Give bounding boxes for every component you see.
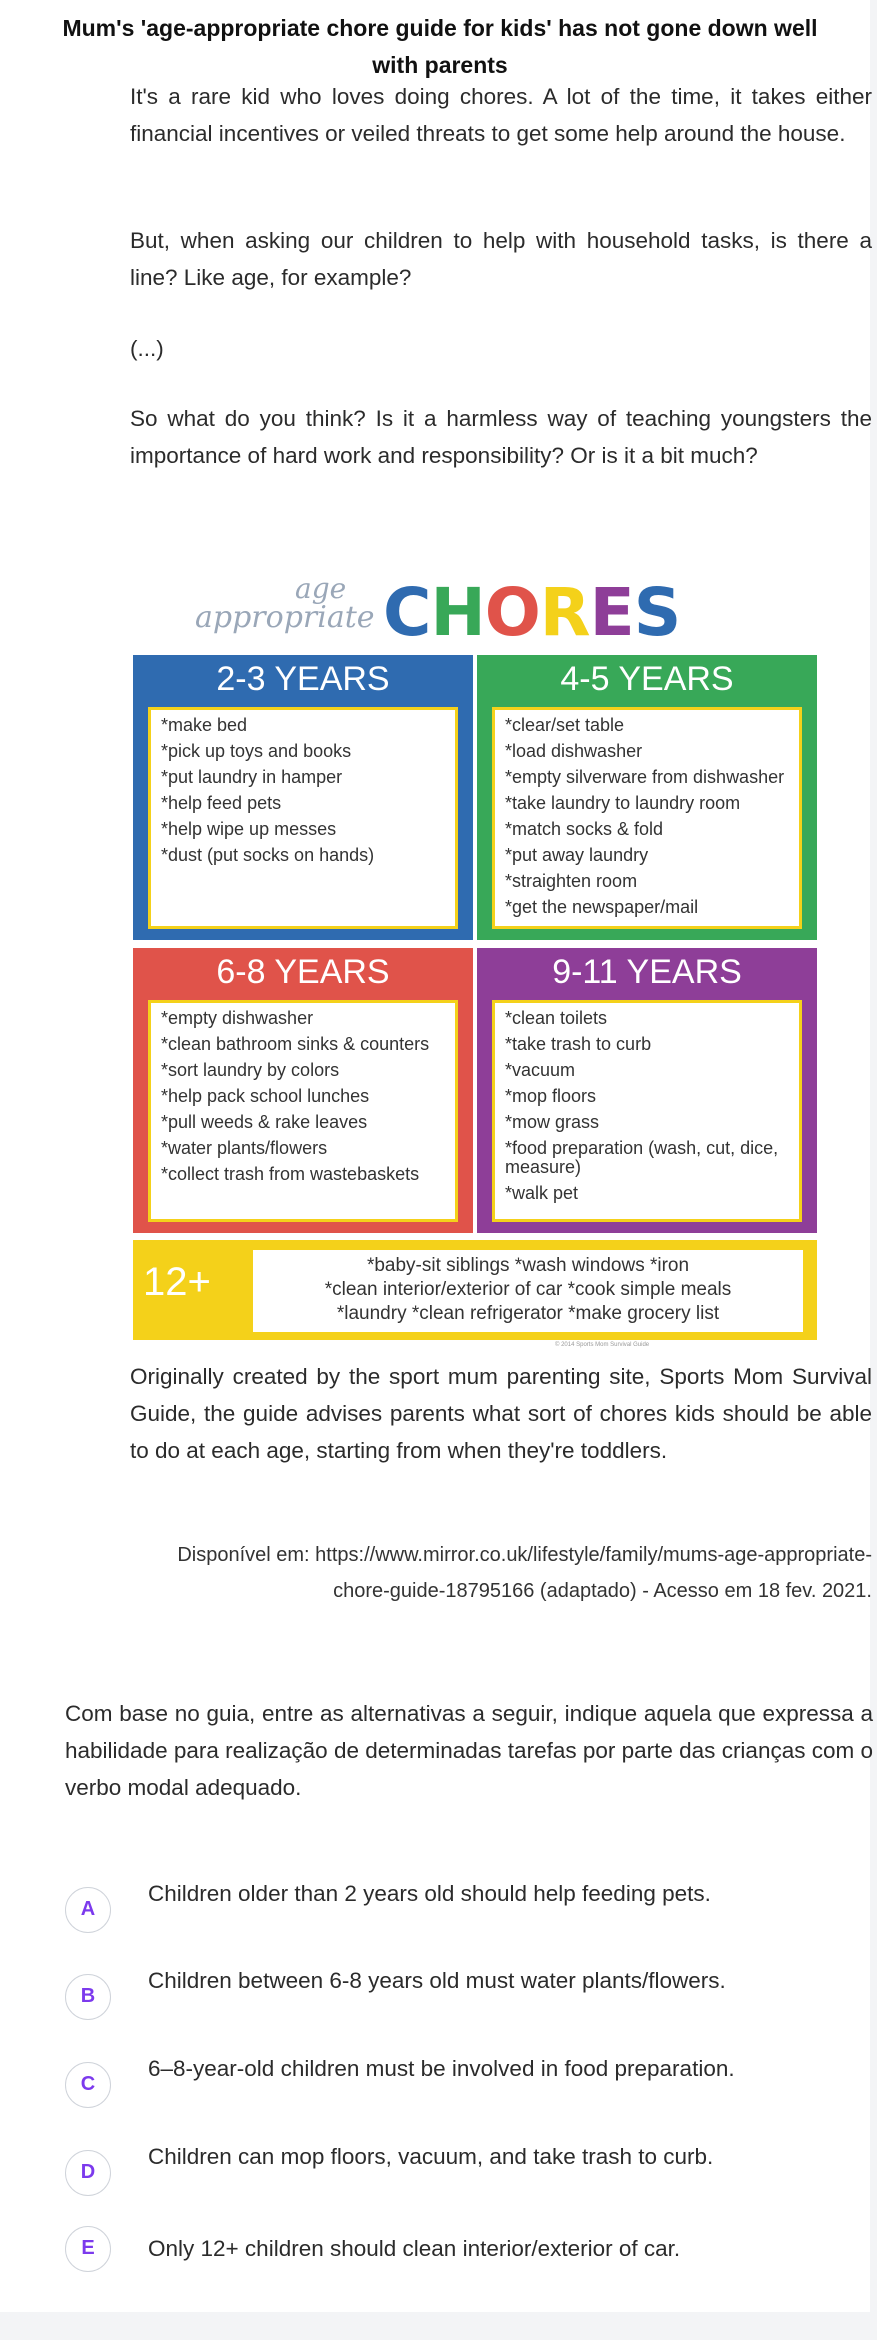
chore-item: *vacuum	[505, 1060, 576, 1080]
group-title: 4-5 YEARS	[560, 660, 734, 698]
age-group-4-5	[477, 655, 817, 940]
alternative-c[interactable]	[65, 2050, 805, 2124]
option-text[interactable]: Only 12+ children should clean interior/exterior of car.	[148, 2236, 681, 2261]
chore-item: *empty dishwasher	[161, 1008, 314, 1028]
chore-item: *take trash to curb	[505, 1034, 652, 1054]
header-age-text: age	[295, 572, 347, 605]
infographic-header	[125, 570, 820, 650]
chores-letter: C	[383, 574, 431, 651]
chores-letter: E	[589, 574, 634, 651]
chore-item: *load dishwasher	[505, 741, 643, 761]
chores-list-box	[492, 707, 802, 929]
paragraph-3: So what do you think? Is it a harmless way of teaching youngsters the importance of hard work and responsibility? Or is it a bit much?	[130, 406, 872, 468]
infographic-credit: © 2014 Sports Mom Survival Guide	[555, 1342, 650, 1348]
option-text[interactable]: Children can mop floors, vacuum, and take trash to curb.	[148, 2144, 714, 2169]
chore-item: *empty silverware from dishwasher	[505, 767, 785, 787]
chore-item: *put laundry in hamper	[161, 767, 343, 787]
chores-list-box	[148, 707, 458, 929]
option-letter-badge[interactable]: E	[65, 2226, 111, 2272]
chore-item: *put away laundry	[505, 845, 649, 865]
chore-item: *help pack school lunches	[161, 1086, 370, 1106]
chores-infographic	[125, 570, 820, 1350]
chore-item: *mow grass	[505, 1112, 600, 1132]
group-title: 2-3 YEARS	[216, 660, 390, 698]
chore-item: *clean toilets	[505, 1008, 608, 1028]
chores-letter: O	[484, 574, 540, 651]
paragraph-ellipsis: (...)	[130, 336, 164, 361]
paragraph-1: It's a rare kid who loves doing chores. A lot of the time, it takes either financial incentives or veiled threats to get some help around the house.	[130, 84, 872, 146]
chores-list-box	[253, 1250, 803, 1332]
age-group-2-3	[133, 655, 473, 940]
teen-chores-line-3: *laundry *clean refrigerator *make grocery list	[336, 1303, 720, 1324]
chore-item: *collect trash from wastebaskets	[161, 1164, 420, 1184]
header-chores-title	[383, 574, 681, 651]
chore-item: *get the newspaper/mail	[505, 897, 699, 917]
paragraph-4: Originally created by the sport mum parenting site, Sports Mom Survival Guide, the guide advises parents what sort of chores kids should be able to do at each age, starting from when they're toddlers.	[130, 1364, 872, 1463]
chore-item: *walk pet	[505, 1183, 579, 1203]
group-title: 12+	[143, 1260, 211, 1304]
chore-item: *take laundry to laundry room	[505, 793, 741, 813]
chore-item: *dust (put socks on hands)	[161, 845, 375, 865]
alternative-a[interactable]	[65, 1875, 805, 1949]
header-appropriate-text: appropriate	[195, 600, 375, 635]
chores-list-box	[492, 1000, 802, 1222]
chore-item: *sort laundry by colors	[161, 1060, 340, 1080]
age-group-9-11	[477, 948, 817, 1233]
chores-list-box	[148, 1000, 458, 1222]
chore-item: *water plants/flowers	[161, 1138, 328, 1158]
option-text[interactable]: 6–8-year-old children must be involved in food preparation.	[148, 2056, 735, 2081]
option-letter-badge[interactable]: A	[65, 1887, 111, 1933]
option-text[interactable]: Children older than 2 years old should help feeding pets.	[148, 1881, 711, 1906]
chores-letter: R	[539, 574, 590, 651]
alternative-e[interactable]	[65, 2226, 805, 2272]
alternative-b[interactable]	[65, 1962, 805, 2036]
chore-item: *make bed	[161, 715, 248, 735]
chore-item: *straighten room	[505, 871, 638, 891]
paragraph-2: But, when asking our children to help with household tasks, is there a line? Like age, for example?	[130, 228, 872, 290]
chore-item: *help feed pets	[161, 793, 282, 813]
chore-item: *match socks & fold	[505, 819, 664, 839]
chore-item: *pull weeds & rake leaves	[161, 1112, 368, 1132]
chores-letter: S	[633, 574, 681, 651]
question-prompt: Com base no guia, entre as alternativas a seguir, indique aquela que expressa a habilidade para realização de determinadas tarefas por parte das crianças com o verbo modal adequado.	[65, 1701, 873, 1800]
option-letter-badge[interactable]: B	[65, 1974, 111, 2020]
group-title: 6-8 YEARS	[216, 953, 390, 991]
teen-chores-line-1: *baby-sit siblings *wash windows *iron	[366, 1255, 690, 1276]
chore-item: *clear/set table	[505, 715, 625, 735]
article-title: Mum's 'age-appropriate chore guide for kids' has not gone down well with parents	[62, 15, 818, 78]
chores-letter: H	[430, 574, 485, 651]
age-group-6-8	[133, 948, 473, 1233]
alternative-d[interactable]	[65, 2138, 805, 2212]
option-letter-badge[interactable]: C	[65, 2062, 111, 2108]
source-line-2: chore-guide-18795166 (adaptado) - Acesso em 18 fev. 2021.	[333, 1580, 872, 1602]
chore-item: *clean bathroom sinks & counters	[161, 1034, 430, 1054]
teen-chores-line-2: *clean interior/exterior of car *cook simple meals	[324, 1279, 732, 1300]
chore-item: *pick up toys and books	[161, 741, 352, 761]
option-text[interactable]: Children between 6-8 years old must water plants/flowers.	[148, 1968, 726, 1993]
source-line-1: Disponível em: https://www.mirror.co.uk/lifestyle/family/mums-age-appropriate-	[177, 1544, 872, 1566]
chore-item: *help wipe up messes	[161, 819, 337, 839]
group-title: 9-11 YEARS	[552, 953, 742, 991]
option-letter-badge[interactable]: D	[65, 2150, 111, 2196]
age-group-12-plus	[133, 1240, 817, 1340]
chore-item: *mop floors	[505, 1086, 597, 1106]
chore-item: *food preparation (wash, cut, dice, measure)	[505, 1138, 779, 1177]
